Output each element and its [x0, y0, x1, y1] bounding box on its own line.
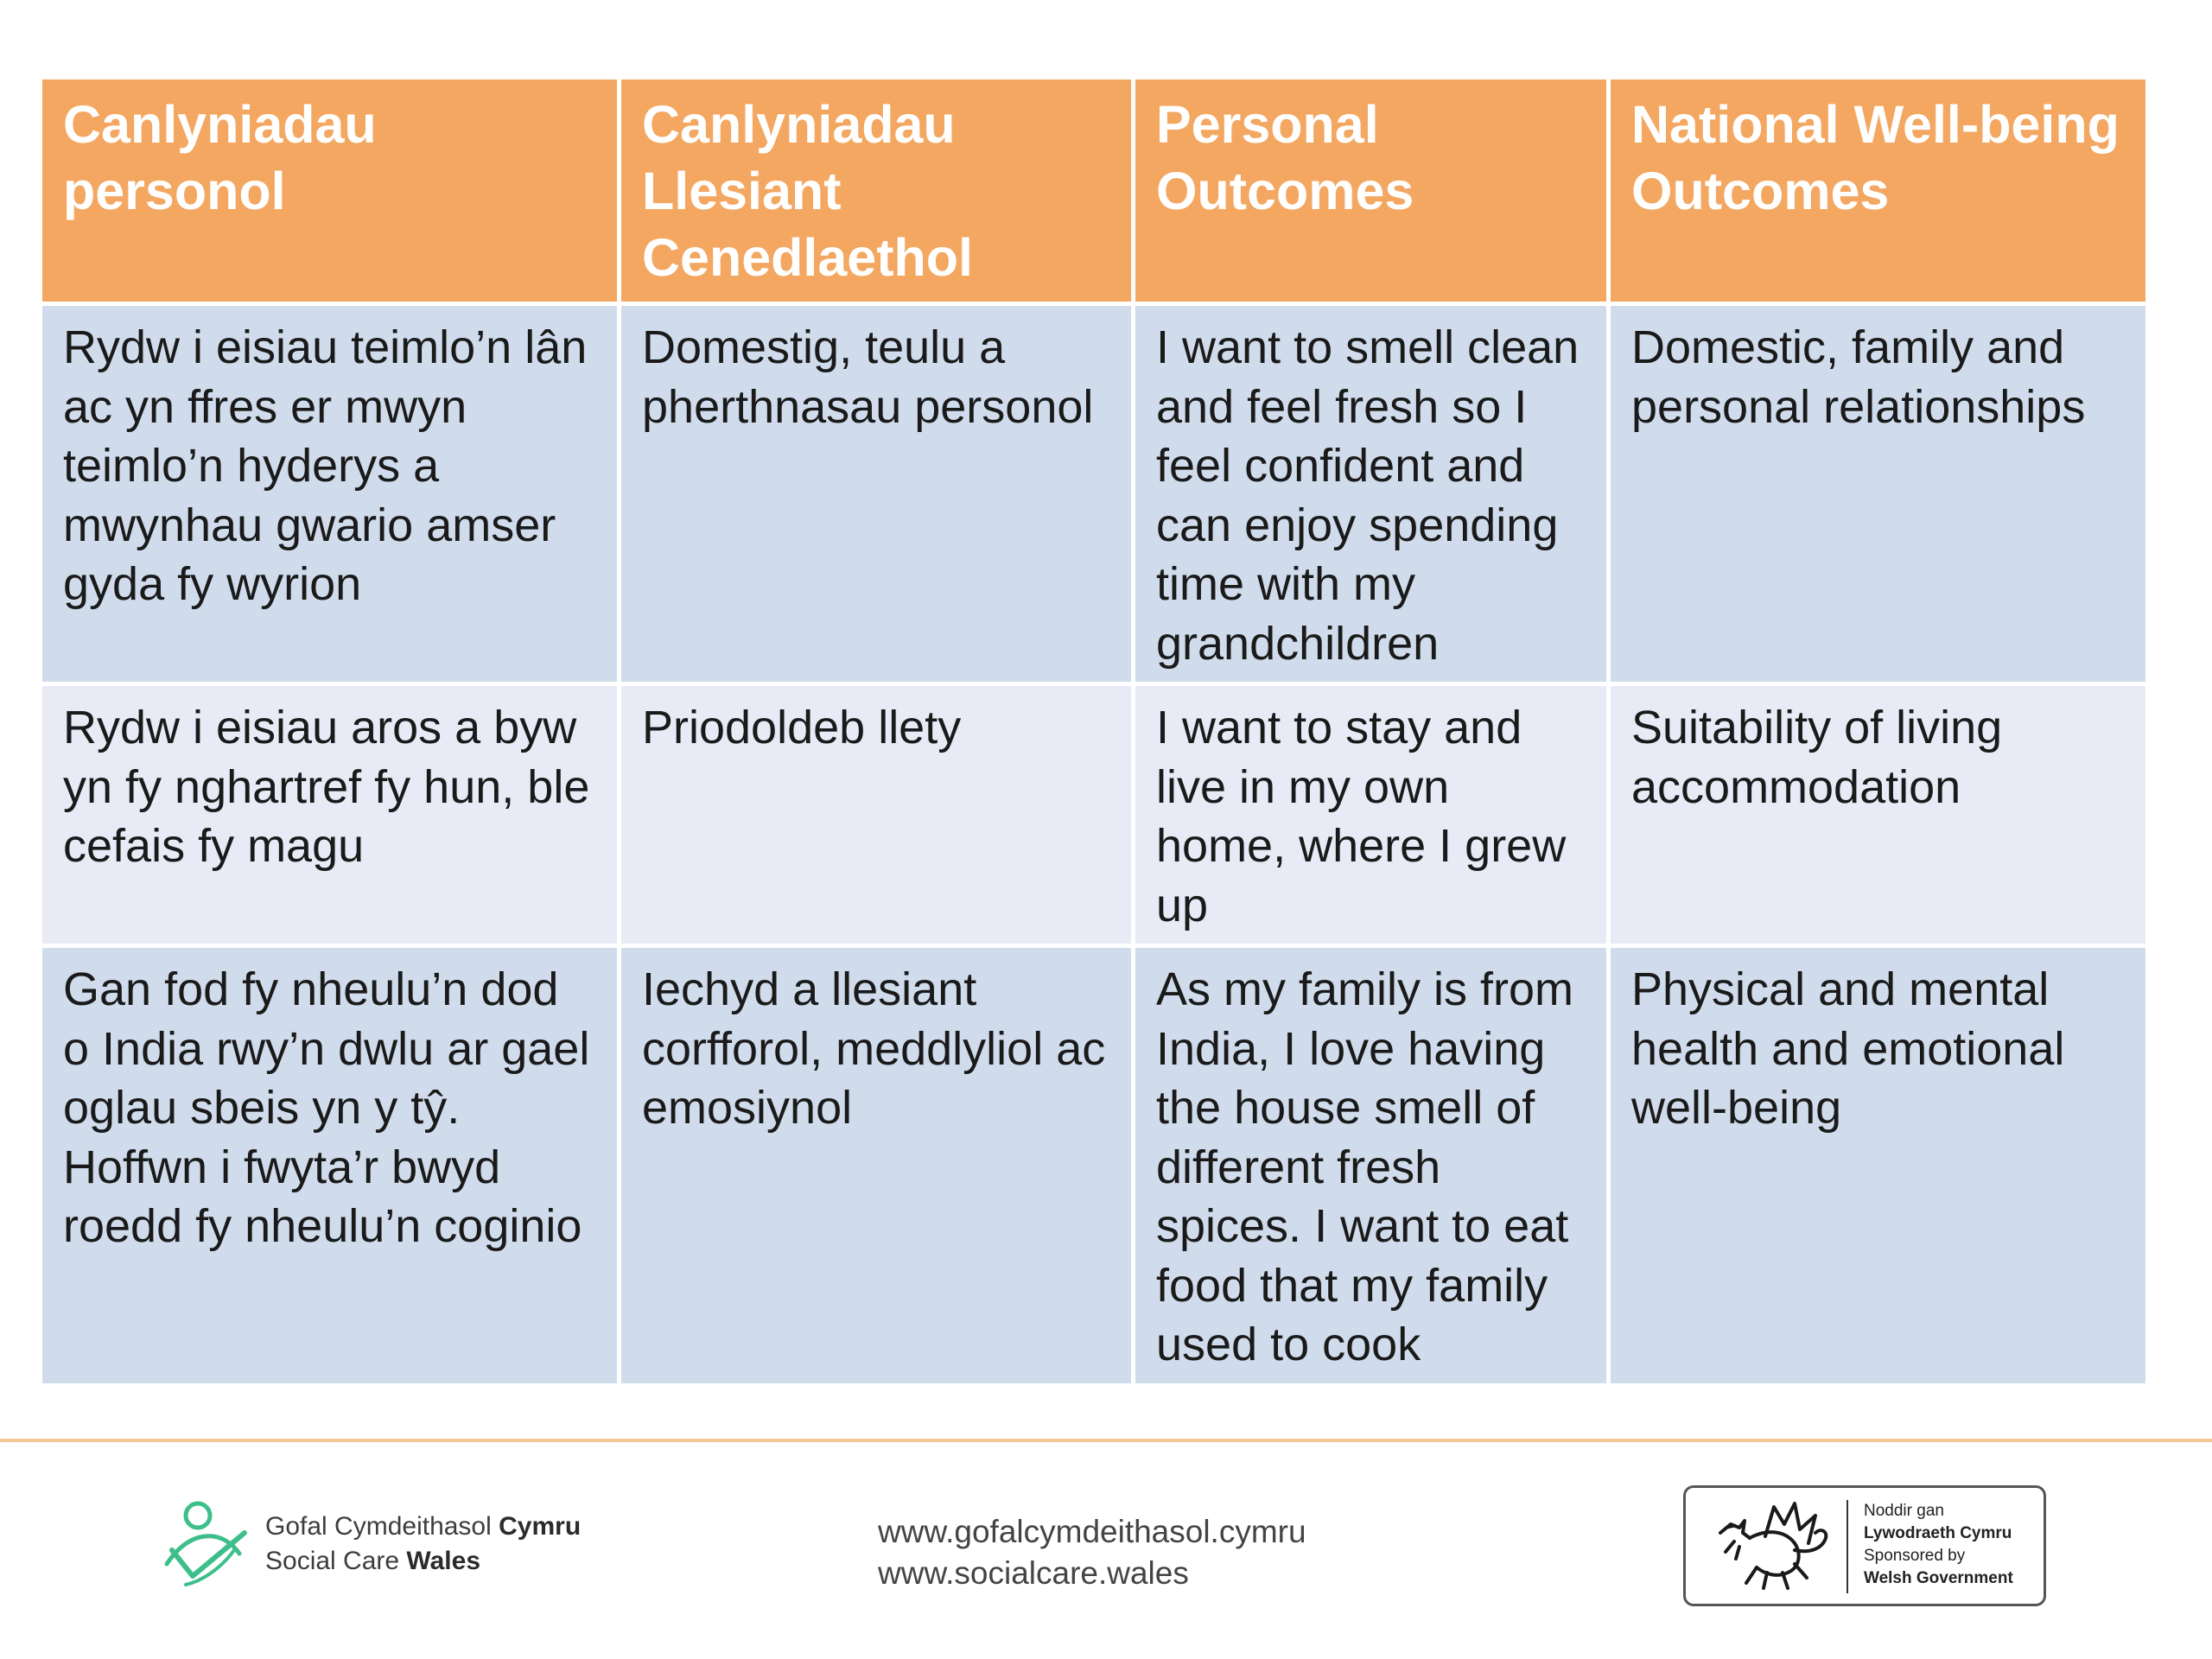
table-row — [42, 948, 2145, 1383]
welsh-dragon-icon — [1705, 1498, 1834, 1595]
table-cell: Suitability of living accommodation — [1611, 686, 2145, 944]
table-row — [42, 686, 2145, 944]
table-cell: Rydw i eisiau aros a byw yn fy nghartref fy hun, ble cefais fy magu — [42, 686, 617, 944]
header-national-well-being-outcomes: National Well-being Outcomes — [1611, 79, 2145, 302]
scw-logo-line-english: Social Care Wales — [265, 1547, 480, 1575]
scw-logo-text — [265, 1510, 581, 1579]
table-header-row — [42, 79, 2145, 302]
table-cell: I want to smell clean and feel fresh so I feel confident and can enjoy spending time with my grandchildren — [1135, 306, 1606, 682]
header-canlyniadau-personol: Canlyniadau personol — [42, 79, 617, 302]
outcomes-table — [38, 75, 2150, 1388]
url-welsh-link[interactable]: www.gofalcymdeithasol.cymru — [878, 1514, 1306, 1549]
scw-logo-line-welsh: Gofal Cymdeithasol Cymru — [265, 1512, 582, 1541]
table-cell: Domestig, teulu a pherthnasau personol — [621, 306, 1131, 682]
table-cell: Physical and mental health and emotional well-being — [1611, 948, 2145, 1383]
footer-urls — [878, 1511, 1306, 1594]
social-care-wales-logo — [160, 1497, 581, 1592]
table-cell: Priodoldeb llety — [621, 686, 1131, 944]
gov-line-noddir: Noddir gan — [1864, 1502, 1944, 1520]
badge-divider — [1847, 1500, 1848, 1593]
table-row — [42, 306, 2145, 682]
table-cell: Gan fod fy nheulu’n dod o India rwy’n dwlu ar gael oglau sbeis yn y tŷ. Hoffwn i fwyta’r bwyd roedd fy nheulu’n coginio — [42, 948, 617, 1383]
url-english-link[interactable]: www.socialcare.wales — [878, 1555, 1189, 1591]
gov-line-lywodraeth: Lywodraeth Cymru — [1864, 1524, 2012, 1542]
header-personal-outcomes: Personal Outcomes — [1135, 79, 1606, 302]
gov-badge-text — [1864, 1500, 2013, 1590]
gov-line-sponsored: Sponsored by — [1864, 1547, 1966, 1565]
header-canlyniadau-llesiant-cenedlaethol: Canlyniadau Llesiant Cenedlaethol — [621, 79, 1131, 302]
outcomes-table-container — [42, 79, 2145, 1383]
table-cell: Rydw i eisiau teimlo’n lân ac yn ffres er mwyn teimlo’n hyderys a mwynhau gwario amser gyda fy wyrion — [42, 306, 617, 682]
scw-figure-icon — [160, 1497, 255, 1592]
table-cell: Domestic, family and personal relationships — [1611, 306, 2145, 682]
welsh-government-badge — [1683, 1485, 2046, 1606]
table-cell: I want to stay and live in my own home, where I grew up — [1135, 686, 1606, 944]
footer — [0, 1442, 2212, 1659]
gov-line-welsh-government: Welsh Government — [1864, 1569, 2013, 1587]
table-cell: As my family is from India, I love having the house smell of different fresh spices. I want to eat food that my family used to cook — [1135, 948, 1606, 1383]
table-cell: Iechyd a llesiant corfforol, meddlyliol ac emosiynol — [621, 948, 1131, 1383]
